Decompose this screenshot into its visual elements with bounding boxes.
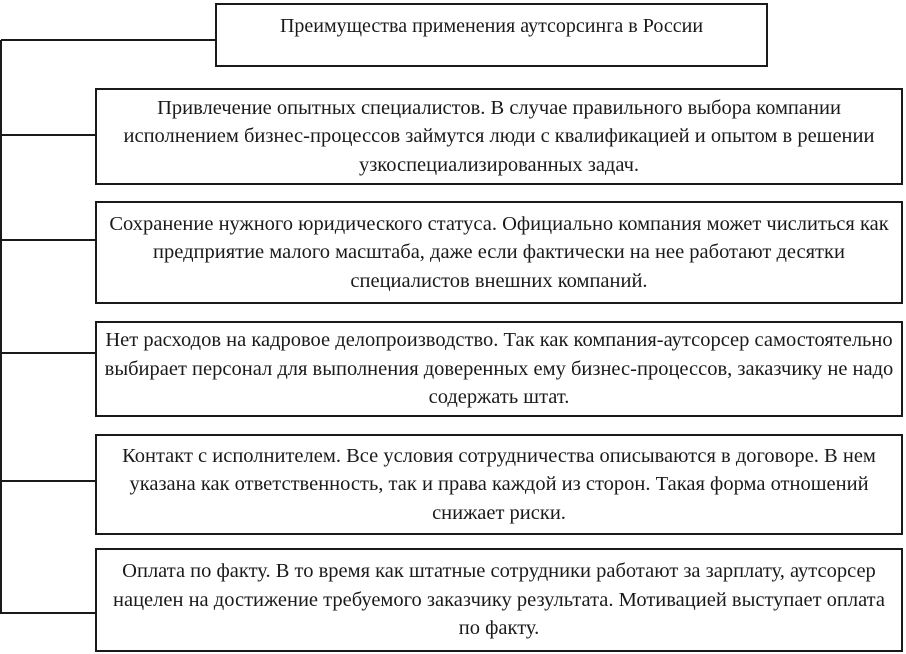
advantage-box-contractor-contact	[95, 434, 903, 535]
advantage-text: Сохранение нужного юридического статуса. Официально компания может числиться как предприятие малого масштаба, даже если фактически на нее работают десятки специалистов внешних компаний.	[109, 212, 889, 292]
advantage-box-legal-status	[95, 201, 903, 304]
diagram-title-box	[215, 3, 768, 67]
advantage-text: Оплата по факту. В то время как штатные сотрудники работают за зарплату, аутсорсер нацелен на достижение требуемого заказчику результата. Мотивацией выступает оплата по факту.	[113, 560, 885, 640]
advantage-text: Контакт с исполнителем. Все условия сотрудничества описываются в договоре. В нем указана как ответственность, так и права каждой из сторон. Такая форма отношений снижает риски.	[122, 444, 876, 524]
advantage-text: Привлечение опытных специалистов. В случае правильного выбора компании исполнением бизнес-процессов займутся люди с квалификацией и опытом в решении узкоспециализированных задач.	[123, 96, 875, 176]
advantage-box-pay-for-results	[95, 548, 903, 652]
diagram-title: Преимущества применения аутсорсинга в России	[279, 15, 704, 37]
advantage-box-no-hr-paperwork	[95, 321, 903, 417]
advantage-box-experienced-specialists	[95, 88, 903, 185]
advantage-text: Нет расходов на кадровое делопроизводство. Так как компания-аутсорсер самостоятельно выбирает персонал для выполнения доверенных ему бизнес-процессов, заказчику не надо содержать штат.	[104, 329, 894, 409]
